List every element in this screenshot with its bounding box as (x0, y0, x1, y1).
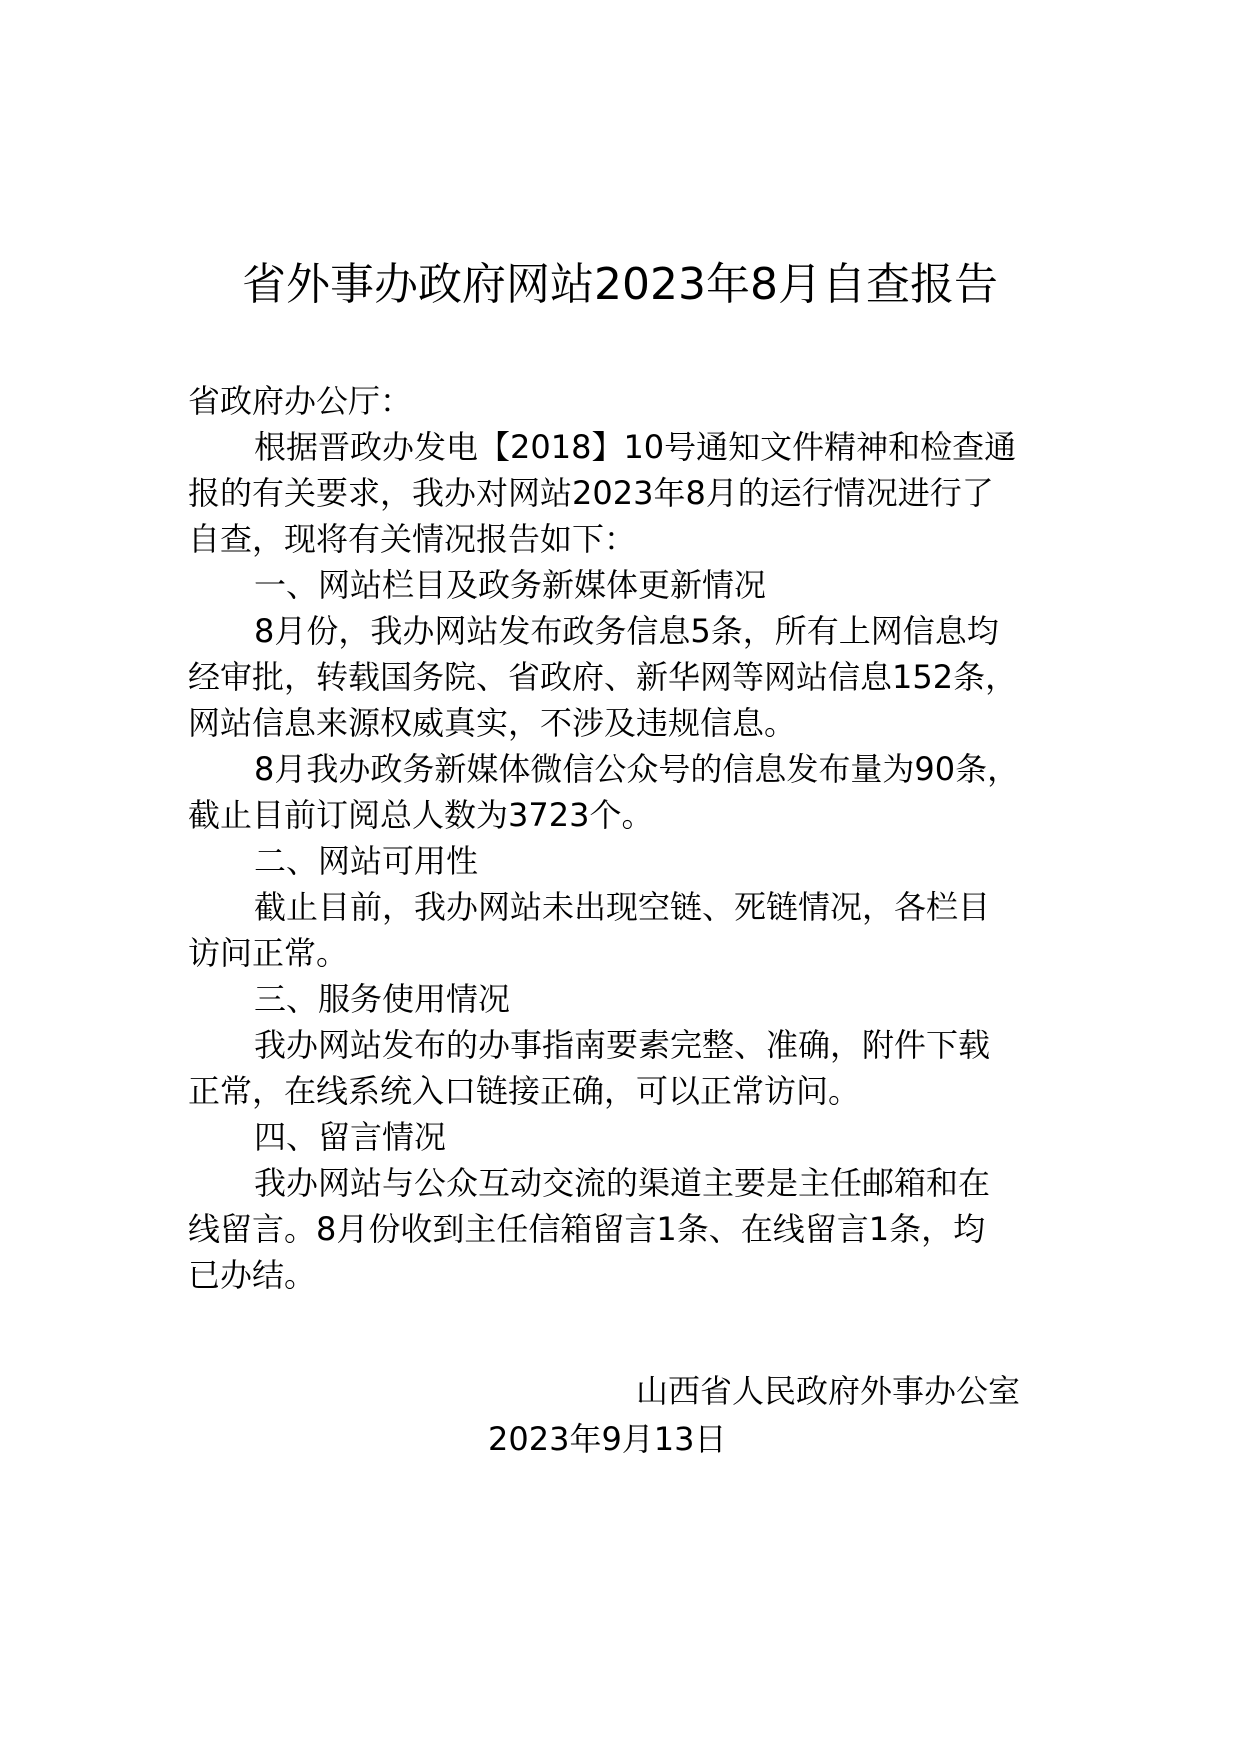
paragraph-line: 截止目前，我办网站未出现空链、死链情况，各栏目 (254, 888, 991, 926)
paragraph-line: 我办网站发布的办事指南要素完整、准确，附件下载 (254, 1026, 991, 1064)
section-heading: 三、服务使用情况 (254, 980, 511, 1018)
paragraph-line: 访问正常。 (188, 934, 349, 972)
paragraph-line: 8月份，我办网站发布政务信息5条，所有上网信息均 (254, 612, 999, 650)
section-heading: 二、网站可用性 (254, 842, 479, 880)
paragraph-line: 线留言。8月份收到主任信箱留言1条、在线留言1条，均 (188, 1210, 986, 1248)
paragraph-line: 我办网站与公众互动交流的渠道主要是主任邮箱和在 (254, 1164, 991, 1202)
paragraph-line: 网站信息来源权威真实，不涉及违规信息。 (188, 704, 797, 742)
section-heading: 四、留言情况 (254, 1118, 447, 1156)
paragraph-line: 经审批，转载国务院、省政府、新华网等网站信息152条， (188, 658, 1018, 696)
paragraph-line: 已办结。 (188, 1256, 317, 1294)
signature-organization: 山西省人民政府外事办公室 (635, 1372, 1020, 1410)
paragraph-line: 根据晋政办发电【2018】10号通知文件精神和检查通 (254, 428, 1017, 466)
paragraph-line: 正常，在线系统入口链接正确，可以正常访问。 (188, 1072, 861, 1110)
document-title: 省外事办政府网站2023年8月自查报告 (242, 259, 998, 310)
signature-date: 2023年9月13日 (488, 1420, 727, 1458)
salutation: 省政府办公厅： (188, 382, 413, 420)
paragraph-line: 报的有关要求，我办对网站2023年8月的运行情况进行了 (188, 474, 994, 512)
paragraph-line: 8月我办政务新媒体微信公众号的信息发布量为90条， (254, 750, 1020, 788)
paragraph-line: 自查，现将有关情况报告如下： (188, 520, 637, 558)
document-body (188, 378, 1068, 1298)
section-heading: 一、网站栏目及政务新媒体更新情况 (254, 566, 767, 604)
paragraph-line: 截止目前订阅总人数为3723个。 (188, 796, 654, 834)
